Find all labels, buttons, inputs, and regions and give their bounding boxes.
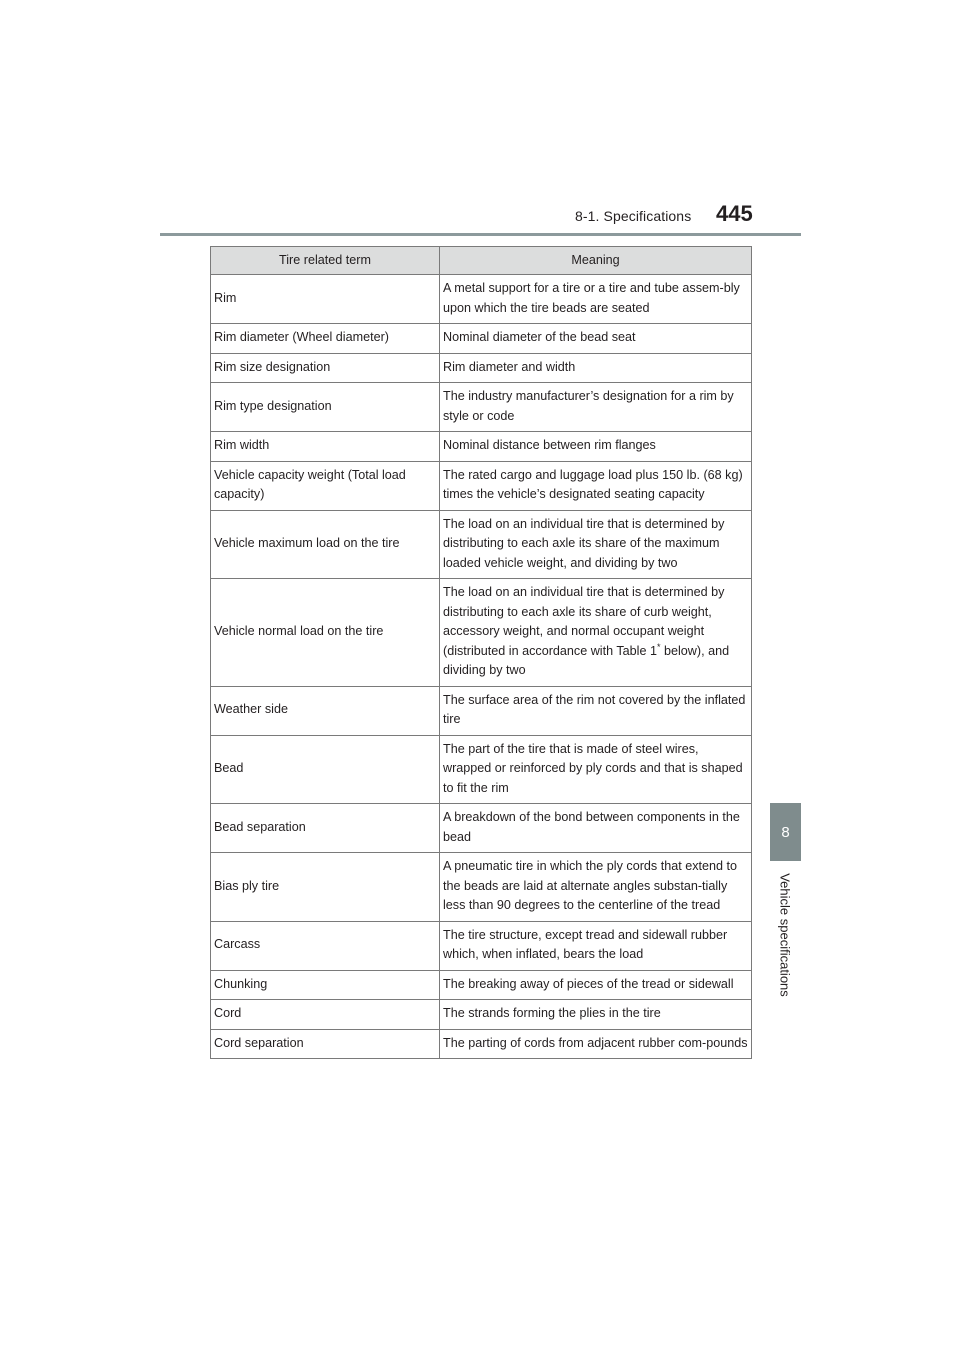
meaning-cell: The industry manufacturer’s designation for a rim by style or code xyxy=(440,383,752,432)
meaning-text-continued: below), and dividing by two xyxy=(443,643,730,677)
term-cell: Vehicle maximum load on the tire xyxy=(211,510,440,579)
meaning-text: The load on an individual tire that is determined by distributing to each axle its share of curb weight, accessory weight, and normal occupant weight (distributed in accordance with Table 1 xyxy=(443,585,725,658)
chapter-title: Vehicle specifications xyxy=(777,873,793,997)
meaning-cell: The parting of cords from adjacent rubber com-pounds xyxy=(440,1029,752,1059)
footnote-marker: * xyxy=(656,641,661,652)
term-cell: Carcass xyxy=(211,921,440,970)
table-row xyxy=(211,353,752,383)
meaning-cell: A metal support for a tire or a tire and tube assem-bly upon which the tire beads are seated xyxy=(440,275,752,324)
column-header-term: Tire related term xyxy=(211,247,440,275)
table-row xyxy=(211,1000,752,1030)
column-header-meaning: Meaning xyxy=(440,247,752,275)
table-row xyxy=(211,579,752,687)
term-cell: Bead separation xyxy=(211,804,440,853)
meaning-cell: The breaking away of pieces of the tread or sidewall xyxy=(440,970,752,1000)
table-row xyxy=(211,1029,752,1059)
table-row xyxy=(211,275,752,324)
meaning-cell: The tire structure, except tread and sidewall rubber which, when inflated, bears the load xyxy=(440,921,752,970)
table-row xyxy=(211,921,752,970)
table-row xyxy=(211,432,752,462)
term-cell: Rim xyxy=(211,275,440,324)
meaning-cell: The part of the tire that is made of steel wires, wrapped or reinforced by ply cords and that is shaped to fit the rim xyxy=(440,735,752,804)
term-cell: Rim size designation xyxy=(211,353,440,383)
meaning-cell: The rated cargo and luggage load plus 150 lb. (68 kg) times the vehicle’s designated seating capacity xyxy=(440,461,752,510)
table-row xyxy=(211,324,752,354)
table-row xyxy=(211,461,752,510)
meaning-cell xyxy=(440,579,752,687)
table-header-row xyxy=(211,247,752,275)
table-row xyxy=(211,970,752,1000)
meaning-cell: Rim diameter and width xyxy=(440,353,752,383)
section-title: 8-1. Specifications xyxy=(575,208,692,224)
term-cell: Rim width xyxy=(211,432,440,462)
table-row xyxy=(211,510,752,579)
page-number: 445 xyxy=(716,201,753,226)
term-cell: Vehicle capacity weight (Total load capacity) xyxy=(211,461,440,510)
term-cell: Rim diameter (Wheel diameter) xyxy=(211,324,440,354)
meaning-cell: The surface area of the rim not covered by the inflated tire xyxy=(440,686,752,735)
term-cell: Bias ply tire xyxy=(211,853,440,922)
table-row xyxy=(211,686,752,735)
chapter-tab xyxy=(770,803,801,861)
table-row xyxy=(211,735,752,804)
meaning-cell: The strands forming the plies in the tire xyxy=(440,1000,752,1030)
table-row xyxy=(211,804,752,853)
term-cell: Cord separation xyxy=(211,1029,440,1059)
chapter-number: 8 xyxy=(781,823,790,841)
tire-terms-table xyxy=(210,246,752,1059)
term-cell: Weather side xyxy=(211,686,440,735)
meaning-cell: A pneumatic tire in which the ply cords that extend to the beads are laid at alternate angles substan-tially less than 90 degrees to the centerline of the tread xyxy=(440,853,752,922)
header-rule xyxy=(160,233,801,236)
meaning-cell: Nominal distance between rim flanges xyxy=(440,432,752,462)
term-cell: Vehicle normal load on the tire xyxy=(211,579,440,687)
term-cell: Rim type designation xyxy=(211,383,440,432)
term-cell: Cord xyxy=(211,1000,440,1030)
table-row xyxy=(211,383,752,432)
term-cell: Chunking xyxy=(211,970,440,1000)
meaning-cell: The load on an individual tire that is determined by distributing to each axle its share of the maximum loaded vehicle weight, and dividing by two xyxy=(440,510,752,579)
meaning-cell: Nominal diameter of the bead seat xyxy=(440,324,752,354)
term-cell: Bead xyxy=(211,735,440,804)
meaning-cell: A breakdown of the bond between components in the bead xyxy=(440,804,752,853)
table-row xyxy=(211,853,752,922)
